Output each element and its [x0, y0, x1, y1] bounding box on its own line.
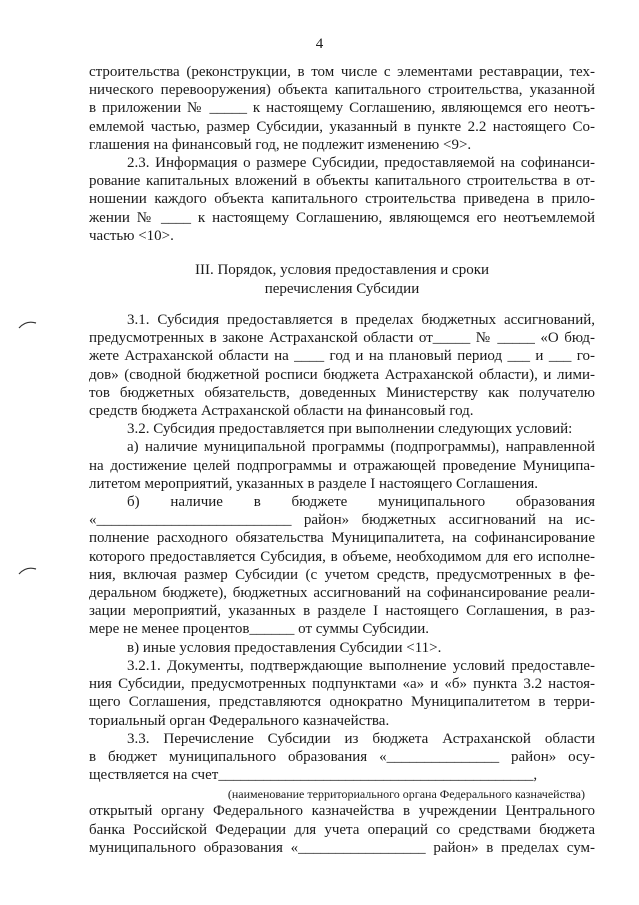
section-heading-line: III. Порядок, условия предоставления и сроки	[194, 262, 490, 279]
section-heading	[89, 261, 595, 299]
text-line: в) иные условия предоставления Субсидии <11>.	[127, 639, 442, 656]
page-number: 4	[315, 36, 324, 52]
text-line: деральном бюджете), бюджетных ассигнований на софинансирование реали-	[89, 585, 595, 602]
text-line: зации мероприятий, указанных в разделе I настоящего Соглашения, в раз-	[89, 603, 595, 620]
text-line: которого предоставляется Субсидия, в объеме, необходимом для его исполне-	[89, 548, 595, 565]
text-line: 3.1. Субсидия предоставляется в пределах бюджетных ассигнований,	[127, 312, 595, 329]
text-line: полнение расходного обязательства Муниципалитета, на софинансирование	[89, 530, 595, 547]
text-line: частью <10>.	[89, 227, 174, 244]
text-line: литетом мероприятий, указанных в разделе I настоящего Соглашения.	[89, 475, 539, 492]
paragraph-b	[89, 493, 595, 639]
paragraph-intro	[89, 63, 595, 154]
text-line: 3.3. Перечисление Субсидии из бюджета Астраханской области	[127, 730, 595, 747]
text-line: а) наличие муниципальной программы (подпрограммы), направленной	[127, 439, 595, 456]
text-line: 3.2.1. Документы, подтверждающие выполнение условий предоставле-	[127, 657, 595, 674]
text-line: открытый органу Федерального казначейства в учреждении Центрального	[89, 803, 595, 820]
text-line: ния Субсидии, предусмотренных подпунктами «а» и «б» пункта 3.2 настоя-	[89, 676, 595, 693]
text-line: средств бюджета Астраханской области на финансовый год.	[89, 403, 474, 420]
text-line: рование капитальных вложений в объекты капитального строительства в от-	[89, 173, 595, 190]
paragraph-3-3	[89, 730, 595, 785]
text-line: 2.3. Информация о размере Субсидии, предоставляемой на софинанси-	[127, 155, 595, 172]
text-line: в приложении № _____ к настоящему Соглашению, являющемся его неотъ-	[89, 100, 595, 117]
text-line: ношении каждого объекта капитального строительства приведена в прило-	[89, 191, 595, 208]
document-body	[89, 63, 595, 857]
text-line: ния, включая размер Субсидии (с учетом средств, предусмотренных в фе-	[89, 566, 595, 583]
paragraph-a	[89, 438, 595, 493]
section-heading-line: перечисления Субсидии	[264, 281, 420, 298]
text-line: муниципального образования «_________________ район» в пределах сум-	[89, 839, 595, 856]
text-line: банка Российской Федерации для учета операций со средствами бюджета	[89, 821, 595, 838]
text-line: «__________________________ район» бюджетных ассигнований на ис-	[89, 512, 595, 529]
paragraph-3-2-1	[89, 657, 595, 730]
text-line: жении № ____ к настоящему Соглашению, являющемся его неотъемлемой	[89, 209, 595, 226]
margin-mark	[18, 564, 38, 576]
text-line: ториальный орган Федерального казначейства.	[89, 712, 390, 729]
paragraph-2-3	[89, 154, 595, 245]
paragraph-v	[89, 639, 595, 657]
margin-mark	[18, 318, 38, 330]
text-line: дов» (сводной бюджетной росписи бюджета Астраханской области), и лими-	[89, 366, 595, 383]
text-line: глашения на финансовый год, не подлежит изменению <9>.	[89, 136, 472, 153]
paragraph-3-2	[89, 420, 595, 438]
text-line: мере не менее процентов______ от суммы Субсидии.	[89, 621, 430, 638]
text-line: б) наличие в бюджете муниципального образования	[127, 494, 595, 511]
field-caption: (наименование территориального органа Федерального казначейства)	[227, 787, 585, 802]
text-line: емлемой частью, размер Субсидии, указанный в пункте 2.2 настоящего Со-	[89, 118, 595, 135]
text-line: ществляется на счет__________________________________________,	[89, 767, 538, 784]
text-line: нического перевооружения) объекта капитального строительства, указанной	[89, 82, 595, 99]
text-line: предусмотренных в законе Астраханской области от_____ № _____ «О бюд-	[89, 330, 595, 347]
text-line: тов бюджетных обязательств, доведенных Министерству как получателю	[89, 384, 595, 401]
text-line: на достижение целей подпрограммы и отражающей проведение Муниципа-	[89, 457, 595, 474]
text-line: щего Соглашения, представляются однократно Муниципалитетом в терри-	[89, 694, 595, 711]
text-line: строительства (реконструкции, в том числе с элементами реставрации, тех-	[89, 64, 595, 80]
text-line: жете Астраханской области на ____ год и на плановый период ___ и ___ го-	[89, 348, 595, 365]
text-line: 3.2. Субсидия предоставляется при выполнении следующих условий:	[127, 421, 573, 438]
paragraph-3-1	[89, 311, 595, 420]
paragraph-end	[89, 802, 595, 857]
text-line: в бюджет муниципального образования «_______________ район» осу-	[89, 748, 595, 765]
